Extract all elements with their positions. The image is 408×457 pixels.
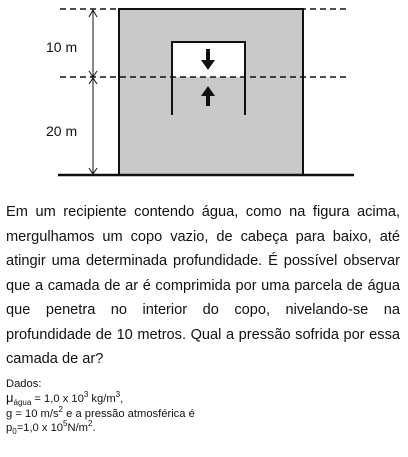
data-density-line [6, 391, 400, 406]
label-20m: 20 m [46, 123, 78, 139]
dimension-line [89, 10, 97, 174]
g-value: g = 10 m/s [6, 407, 59, 420]
p-symbol: p [6, 422, 13, 435]
mu-unit-exponent: 3 [115, 390, 121, 400]
p-exponent: 5 [63, 419, 68, 429]
p-subscript: 0 [12, 427, 17, 437]
mu-end: , [120, 393, 124, 406]
g-exponent: 2 [58, 404, 63, 414]
mu-subscript: água [13, 398, 32, 408]
g-rest: e a pressão atmosférica é [63, 407, 195, 420]
data-heading: Dados: [6, 378, 42, 390]
p-value: =1,0 x 10 [16, 422, 64, 435]
p-unit-exponent: 2 [88, 419, 93, 429]
mu-value: = 1,0 x 10 [31, 393, 84, 406]
label-10m: 10 m [46, 39, 78, 55]
mu-unit: kg/m [88, 393, 116, 406]
p-end: . [92, 422, 96, 435]
container-figure [0, 0, 408, 185]
data-pressure-line [6, 421, 400, 435]
data-block [6, 377, 400, 436]
mu-symbol: μ [6, 390, 14, 406]
p-unit: N/m [67, 422, 88, 435]
question-text: Em um recipiente contendo água, como na figura acima, mergulhamos um copo vazio, de cabeça para baixo, até atingir uma determinada profundidade. É possível observar que a camada de ar é comprimida por uma parcela de água que penetra no interior do copo, nivelando-se na profundidade de 10 metros. Qual a pressão sofrida por essa camada de ar? [6, 204, 400, 367]
mu-exponent: 3 [83, 390, 89, 400]
